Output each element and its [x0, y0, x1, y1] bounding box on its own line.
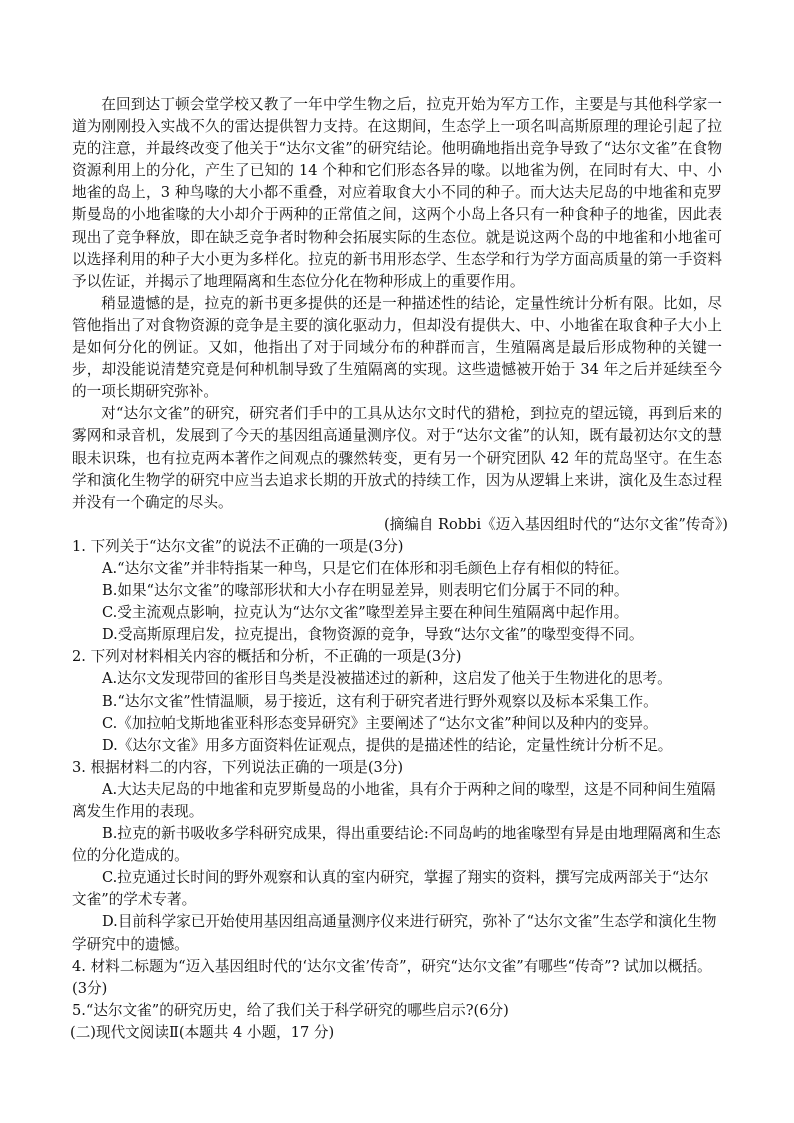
question-2-option-c: C.《加拉帕戈斯地雀亚科形态变异研究》主要阐述了“达尔文雀”种间以及种内的变异。: [102, 714, 658, 732]
question-1-option-d: D.受高斯原理启发，拉克提出，食物资源的竞争，导致“达尔文雀”的喙型变得不同。: [102, 626, 644, 644]
question-2: [72, 646, 722, 756]
question-3-option-c: C.拉克通过长时间的野外观察和认真的室内研究，掌握了翔实的资料，撰写完成两部关于“达尔文雀”的学术专著。: [72, 869, 709, 909]
question-3-option-a: A.大达夫尼岛的中地雀和克罗斯曼岛的小地雀，具有介于两种之间的喙型，这是不同种间生殖隔离发生作用的表现。: [72, 780, 716, 820]
question-1-option-b: B.如果“达尔文雀”的喙部形状和大小存在明显差异，则表明它们分属于不同的种。: [102, 582, 629, 600]
question-2-option-b: B.“达尔文雀”性情温顺，易于接近，这有利于研究者进行野外观察以及标本采集工作。: [102, 692, 658, 710]
question-2-option-d: D.《达尔文雀》用多方面资料佐证观点，提供的是描述性的结论，定量性统计分析不足。: [102, 736, 673, 754]
document-page: [70, 94, 728, 1044]
question-5: 5.“达尔文雀”的研究历史，给了我们关于科学研究的哪些启示?(6分): [72, 1001, 509, 1019]
question-2-option-a: A.达尔文发现带回的雀形目鸟类是没被描述过的新种，这启发了他关于生物进化的思考。: [102, 670, 672, 688]
section-heading: (二)现代文阅读Ⅱ(本题共 4 小题，17 分): [70, 1023, 335, 1041]
question-1-option-a: A.“达尔文雀”并非特指某一种鸟，只是它们在体形和羽毛颜色上存有相似的特征。: [102, 559, 629, 577]
passage-paragraph-1: 在回到达丁顿会堂学校又教了一年中学生物之后，拉克开始为军方工作，主要是与其他科学家一道为刚刚投入实战不久的雷达提供智力支持。在这期间，生态学上一项名叫高斯原理的理论引起了拉克的注意，并最终改变了他关于“达尔文雀”的研究结论。他明确地指出竞争导致了“达尔文雀”在食物资源利用上的分化，产生了已知的 14 个种和它们形态各异的喙。以地雀为例，在同时有大、中、小地雀的岛上，3 种鸟喙的大小都不重叠，对应着取食大小不同的种子。而大达夫尼岛的中地雀和克罗斯曼岛的小地雀喙的大小却介于两种的正常值之间，这两个小岛上各只有一种食种子的地雀，因此表现出了竞争释放，即在缺乏竞争者时物种会拓展实际的生态位。就是说这两个岛的中地雀和小地雀可以选择利用的种子大小更为多样化。拉克的新书用形态学、生态学和行为学方面高质量的第一手资料予以佐证，并揭示了地理隔离和生态位分化在物种形成上的重要作用。: [72, 96, 722, 290]
question-1-option-c: C.受主流观点影响，拉克认为“达尔文雀”喙型差异主要在种间生殖隔离中起作用。: [102, 604, 629, 622]
passage-source: (摘编自 Robbi《迈入基因组时代的“达尔文雀”传奇》): [383, 515, 728, 533]
passage-paragraph-2: 稍显遗憾的是，拉克的新书更多提供的还是一种描述性的结论，定量性统计分析有限。比如，尽管他指出了对食物资源的竞争是主要的演化驱动力，但却没有提供大、中、小地雀在取食种子大小上是如何分化的例证。又如，他指出了对于同域分布的种群而言，生殖隔离是最后形成物种的关键一步，却没能说清楚究竟是何种机制导致了生殖隔离的实现。这些遗憾被开始于 34 年之后并延续至今的一项长期研究弥补。: [72, 294, 722, 401]
question-3-option-d: D.目前科学家已开始使用基因组高通量测序仪来进行研究，弥补了“达尔文雀”生态学和演化生物学研究中的遗憾。: [72, 913, 717, 953]
question-3: [72, 757, 722, 956]
question-1: [72, 536, 722, 646]
question-3-stem: 3. 根据材料二的内容，下列说法正确的一项是(3分): [72, 758, 404, 776]
question-3-option-b: B.拉克的新书吸收多学科研究成果，得出重要结论:不同岛屿的地雀喙型有异是由地理隔离和生态位的分化造成的。: [72, 825, 721, 865]
passage-paragraph-3: 对“达尔文雀”的研究，研究者们手中的工具从达尔文时代的猎枪，到拉克的望远镜，再到后来的雾网和录音机，发展到了今天的基因组高通量测序仪。对于“达尔文雀”的认知，既有最初达尔文的慧眼未识珠，也有拉克两本著作之间观点的骤然转变，更有另一个研究团队 42 年的荒岛坚守。在生态学和演化生物学的研究中应当去追求长期的开放式的持续工作，因为从逻辑上来讲，演化及生态过程并没有一个确定的尽头。: [72, 405, 722, 511]
question-4: 4. 材料二标题为“迈入基因组时代的‘达尔文雀’传奇”，研究“达尔文雀”有哪些“传奇”? 试加以概括。(3分): [72, 957, 712, 997]
question-2-stem: 2. 下列对材料相关内容的概括和分析，不正确的一项是(3分): [72, 648, 462, 666]
question-1-stem: 1. 下列关于“达尔文雀”的说法不正确的一项是(3分): [72, 537, 404, 555]
